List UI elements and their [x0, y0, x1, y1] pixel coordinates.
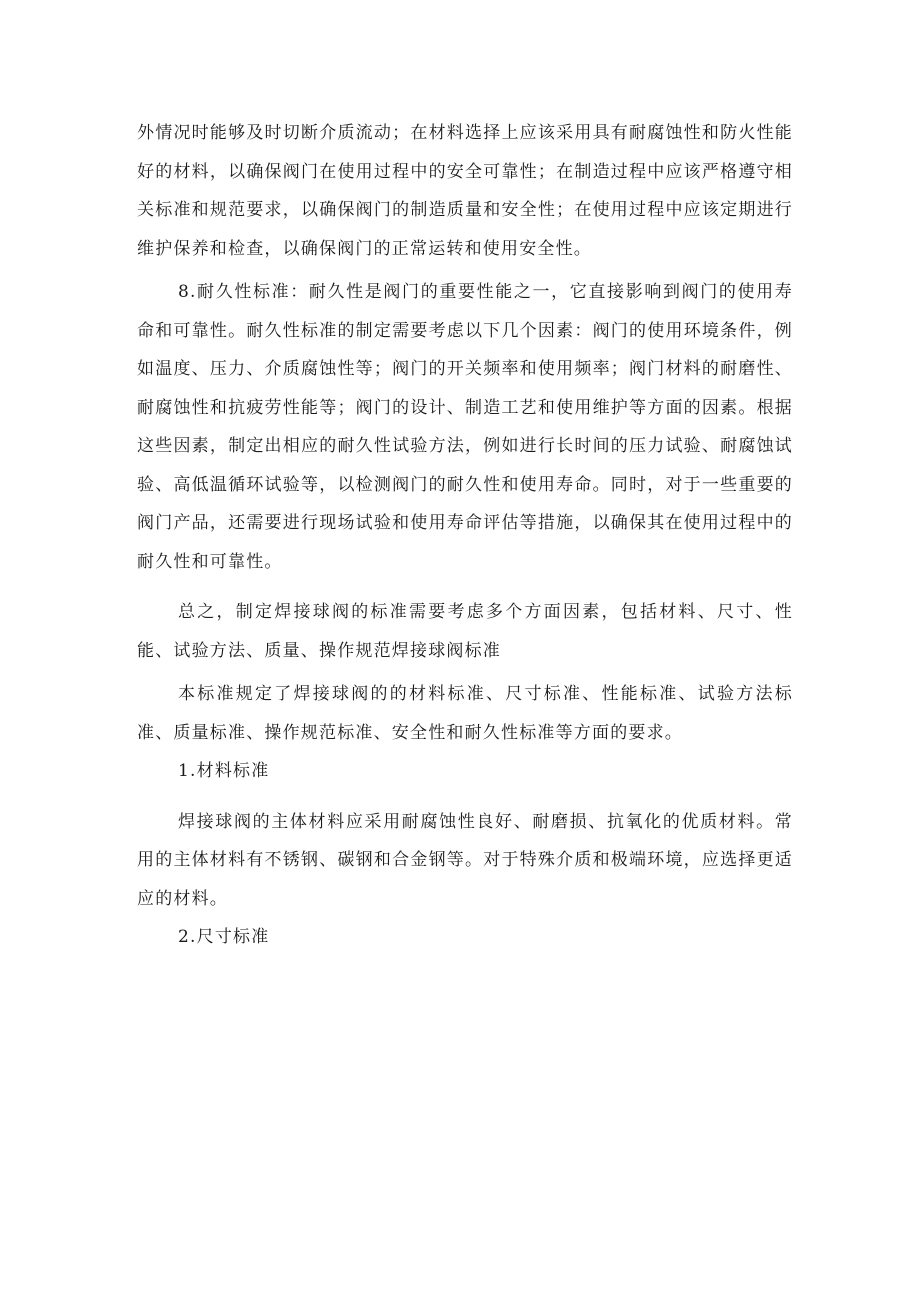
paragraph-durability-standard: 8.耐久性标准：耐久性是阀门的重要性能之一，它直接影响到阀门的使用寿命和可靠性。耐久性标准的制定需要考虑以下几个因素：阀门的使用环境条件，例如温度、压力、介质腐蚀性等；阀门的开关频率和使用频率；阀门材料的耐磨性、耐腐蚀性和抗疲劳性能等；阀门的设计、制造工艺和使用维护等方面的因素。根据这些因素，制定出相应的耐久性试验方法，例如进行长时间的压力试验、耐腐蚀试验、高低温循环试验等，以检测阀门的耐久性和使用寿命。同时，对于一些重要的阀门产品，还需要进行现场试验和使用寿命评估等措施，以确保其在使用过程中的耐久性和可靠性。: [137, 282, 793, 572]
section-heading-material-standard: 1.材料标准: [178, 761, 270, 781]
paragraph-safety-continued: 外情况时能够及时切断介质流动；在材料选择上应该采用具有耐腐蚀性和防火性能好的材料，以确保阀门在使用过程中的安全可靠性；在制造过程中应该严格遵守相关标准和规范要求，以确保阀门的制造质量和安全性；在使用过程中应该定期进行维护保养和检查，以确保阀门的正常运转和使用安全性。: [137, 123, 793, 259]
section-heading-dimension-standard: 2.尺寸标准: [178, 927, 270, 947]
paragraph-material-standard: 焊接球阀的主体材料应采用耐腐蚀性良好、耐磨损、抗氧化的优质材料。常用的主体材料有不锈钢、碳钢和合金钢等。对于特殊介质和极端环境，应选择更适应的材料。: [137, 811, 793, 909]
document-body: [137, 114, 793, 957]
paragraph-summary: 总之，制定焊接球阀的标准需要考虑多个方面因素，包括材料、尺寸、性能、试验方法、质量、操作规范焊接球阀标准: [137, 602, 793, 661]
paragraph-scope: 本标准规定了焊接球阀的的材料标准、尺寸标准、性能标准、试验方法标准、质量标准、操作规范标准、安全性和耐久性标准等方面的要求。: [137, 684, 793, 743]
